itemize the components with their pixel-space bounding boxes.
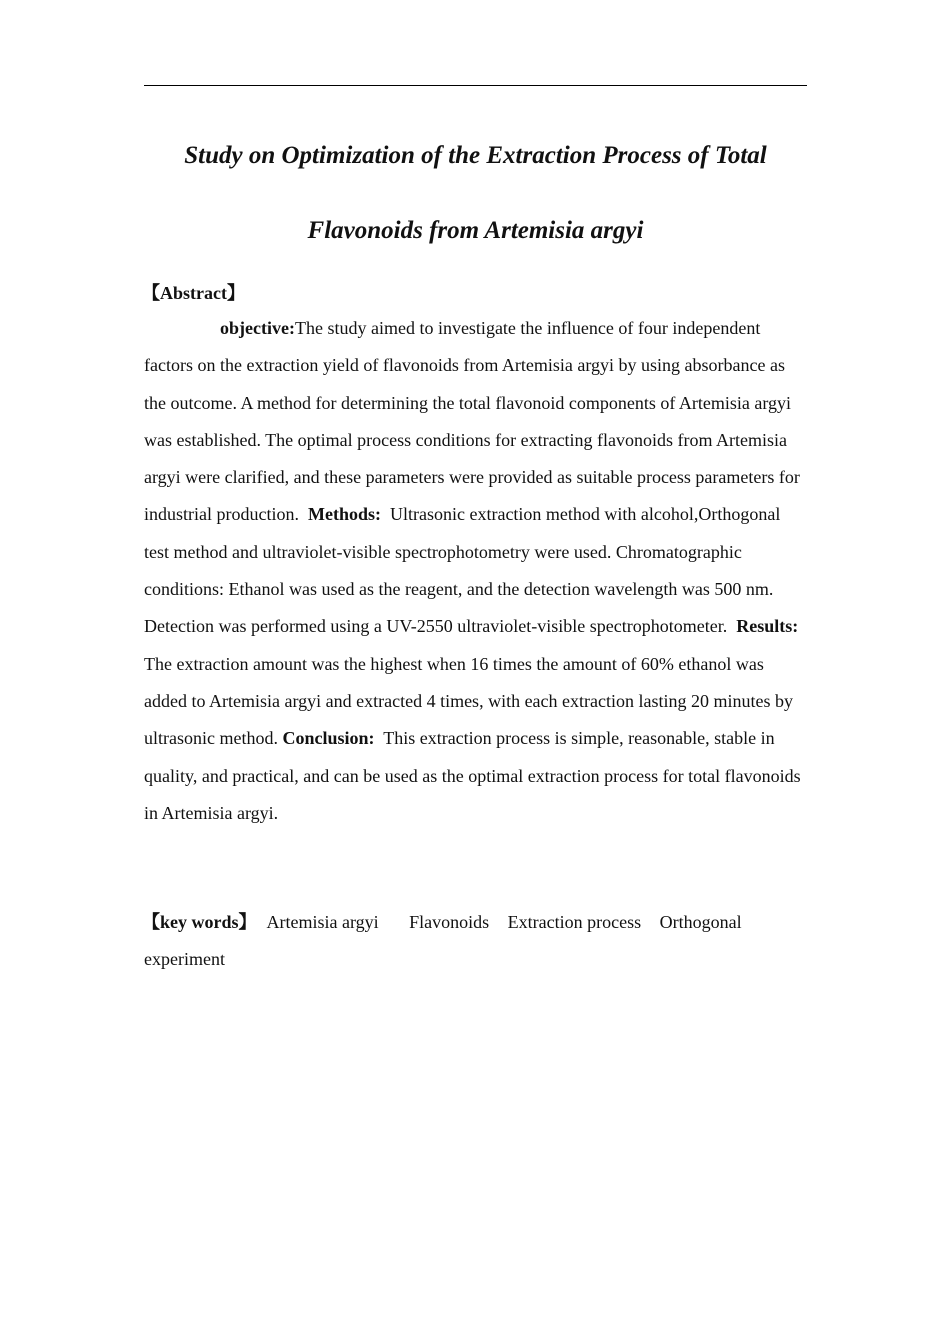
paper-title-line-1: Study on Optimization of the Extraction Process of Total (184, 142, 767, 169)
keyword-item: Flavonoids (409, 912, 490, 932)
keywords-section (144, 904, 808, 977)
paper-title (144, 118, 807, 268)
methods-label: Methods: (307, 504, 381, 525)
conclusion-text: This extraction process is simple, reasonable, stable in quality, and practical, and can be used as the optimal extraction process for total flavonoids in Artemisia argyi. (144, 728, 801, 823)
keyword-item: Orthogonal experiment (144, 912, 742, 969)
abstract-heading: 【Abstract】 (142, 283, 245, 303)
objective-label: objective: (220, 318, 295, 338)
conclusion-label: Conclusion: (282, 728, 375, 749)
abstract-body (144, 310, 808, 832)
results-label: Results: (736, 616, 799, 637)
paper-title-line-2: Flavonoids from Artemisia argyi (307, 217, 644, 244)
header-rule (144, 85, 807, 86)
results-text: The extraction amount was the highest when 16 times the amount of 60% ethanol was added to Artemisia argyi and extracted 4 times, with each extraction lasting 20 minutes by ultrasonic method. (144, 653, 793, 749)
methods-text: Ultrasonic extraction method with alcohol,Orthogonal test method and ultraviolet-visible spectrophotometry were used. Chromatographic conditions: Ethanol was used as the reagent, and the detection wavelength was 500 nm. Detection was performed using a UV-2550 ultraviolet-visible spectrophotometer. (144, 504, 781, 637)
keyword-item: Extraction process (507, 912, 642, 932)
keyword-item: Artemisia argyi (266, 912, 379, 932)
objective-text: The study aimed to investigate the influence of four independent factors on the extraction yield of flavonoids from Artemisia argyi by using absorbance as the outcome. A method for determining the total flavonoid components of Artemisia argyi was established. The optimal process conditions for extracting flavonoids from Artemisia argyi were clarified, and these parameters were provided as suitable process parameters for industrial production. (144, 318, 800, 525)
keywords-label: 【key words】 (142, 912, 257, 932)
